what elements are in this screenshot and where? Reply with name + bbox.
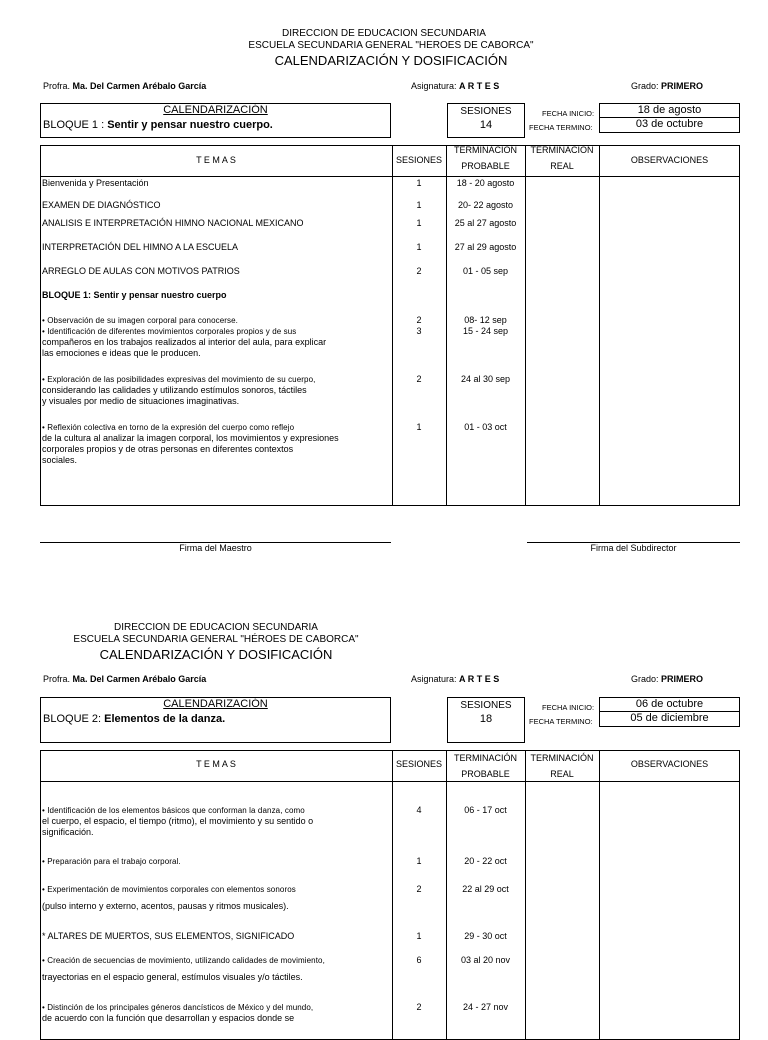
fecha-termino-label: FECHA TERMINO: (529, 717, 593, 726)
signature-subdirector: Firma del Subdirector (590, 543, 677, 553)
header-sesiones: SESIONES (395, 155, 442, 165)
row-sesiones: 1 (416, 178, 422, 188)
fecha-inicio-value: 18 de agosto (637, 104, 702, 116)
table-row: ANALISIS E INTERPRETACIÓN HIMNO NACIONAL MEXICANO (42, 218, 304, 228)
row-fecha: 06 - 17 oct (464, 805, 507, 815)
row-fecha: 18 - 20 agosto (456, 178, 515, 188)
fecha-termino-label: FECHA TERMINO: (529, 123, 593, 132)
fecha-inicio-value: 06 de octubre (635, 698, 704, 710)
sesiones-label: SESIONES (460, 700, 512, 711)
calendarizacion-title: CALENDARIZACIÓN (163, 104, 268, 116)
row-fecha: 08- 12 sep (464, 315, 507, 325)
fecha-inicio-label: FECHA INICIO: (542, 703, 595, 712)
row-fecha: 20 - 22 oct (464, 856, 507, 866)
table-row: • Preparación para el trabajo corporal. (42, 857, 181, 866)
row-sesiones: 2 (416, 374, 422, 384)
row-fecha: 29 - 30 oct (464, 931, 507, 941)
row-fecha: 24 - 27 nov (462, 1002, 509, 1012)
sesiones-value: 18 (479, 713, 493, 725)
asignatura-value: A R T E S (459, 81, 500, 91)
signature-maestro: Firma del Maestro (179, 543, 252, 553)
table-row: • Creación de secuencias de movimiento, utilizando calidades de movimiento, trayectorias en el espacio general, estímulos visuales y/o táctiles. (42, 956, 325, 982)
table-row: INTERPRETACIÓN DEL HIMNO A LA ESCUELA (42, 242, 239, 252)
profra-name: Ma. Del Carmen Arébalo García (72, 674, 207, 684)
row-sesiones: 2 (416, 266, 422, 276)
header-line-1: DIRECCION DE EDUCACION SECUNDARIA (114, 622, 318, 633)
row-fecha: 25 al 27 agosto (454, 218, 517, 228)
header-term-real-1: TERMINACIÓN (530, 753, 594, 763)
row-sesiones: 1 (416, 931, 422, 941)
header-term-prob-2: PROBABLE (461, 769, 510, 779)
header-line-1: DIRECCION DE EDUCACION SECUNDARIA (282, 28, 486, 39)
bloque-label: BLOQUE 1 : (43, 119, 105, 131)
subject-info (411, 674, 499, 684)
header-sesiones: SESIONES (395, 759, 442, 769)
fecha-termino-value: 05 de diciembre (630, 712, 709, 724)
header-line-2: ESCUELA SECUNDARIA GENERAL "HÉROES DE CABORCA" (73, 634, 359, 645)
row-fecha: 01 - 03 oct (464, 422, 507, 432)
grade-info (631, 674, 703, 684)
header-observaciones: OBSERVACIONES (630, 155, 709, 165)
row-sesiones: 1 (416, 856, 422, 866)
row-sesiones: 3 (416, 326, 422, 336)
grado-label: Grado: (631, 81, 659, 91)
row-sesiones: 1 (416, 422, 422, 432)
row-fecha: 15 - 24 sep (462, 326, 509, 336)
bloque-title (43, 713, 225, 725)
row-fecha: 20- 22 agosto (457, 200, 514, 210)
table-row: • Identificación de diferentes movimientos corporales propios y de sus compañeros en los trabajos realizados al interior del aula, para explicar las emociones e ideas que le producen. (42, 327, 327, 358)
header-term-real-2: REAL (550, 769, 574, 779)
table-row: • Exploración de las posibilidades expresivas del movimiento de su cuerpo, considerando las calidades y utilizando estímulos sonoros, táctiles y visuales por medio de situaciones imaginativas. (42, 375, 316, 406)
calendarizacion-title: CALENDARIZACIÓN (163, 698, 268, 710)
grado-value: PRIMERO (661, 674, 704, 684)
profra-name: Ma. Del Carmen Arébalo García (72, 81, 207, 91)
row-fecha: 24 al 30 sep (460, 374, 511, 384)
row-fecha: 27 al 29 agosto (454, 242, 517, 252)
header-line-2: ESCUELA SECUNDARIA GENERAL "HEROES DE CABORCA" (248, 40, 534, 51)
row-sesiones: 1 (416, 218, 422, 228)
table-row: • Observación de su imagen corporal para conocerse. (42, 316, 239, 325)
table-row: EXAMEN DE DIAGNÓSTICO (42, 200, 161, 210)
asignatura-value: A R T E S (459, 674, 500, 684)
header-term-prob-1: TERMINACIÓN (454, 753, 517, 763)
header-temas: T E M A S (196, 155, 236, 165)
table-row-section-title: BLOQUE 1: Sentir y pensar nuestro cuerpo (42, 290, 227, 300)
asignatura-label: Asignatura: (411, 81, 457, 91)
table-row: Bienvenida y Presentación (42, 178, 149, 188)
table-row: • Experimentación de movimientos corporales con elementos sonoros (pulso interno y externo, acentos, pausas y ritmos musicales). (42, 885, 296, 911)
fecha-termino-value: 03 de octubre (635, 118, 704, 130)
bloque-name: Elementos de la danza. (104, 713, 226, 725)
header-term-prob-2: PROBABLE (461, 161, 510, 171)
sesiones-label: SESIONES (460, 106, 512, 117)
row-fecha: 03 al 20 nov (460, 955, 511, 965)
table-row: ARREGLO DE AULAS CON MOTIVOS PATRIOS (42, 266, 240, 276)
table-row: • Distinción de los principales géneros dancísticos de México y del mundo, de acuerdo con la función que desarrollan y espacios donde se (42, 1003, 314, 1023)
profra-label: Profra. (43, 674, 71, 684)
page-title: CALENDARIZACIÓN Y DOSIFICACIÓN (274, 53, 508, 68)
header-term-real-2: REAL (550, 161, 574, 171)
sesiones-value: 14 (479, 119, 493, 131)
bloque-name: Sentir y pensar nuestro cuerpo. (107, 119, 273, 131)
row-sesiones: 2 (416, 884, 422, 894)
table-row: • Identificación de los elementos básicos que conforman la danza, como el cuerpo, el espacio, el tiempo (ritmo), el movimiento y su sentido o significación. (42, 806, 314, 837)
row-sesiones: 1 (416, 200, 422, 210)
teacher-info (43, 674, 206, 684)
bloque-label: BLOQUE 2: (43, 713, 102, 725)
row-sesiones: 2 (416, 315, 422, 325)
fecha-inicio-label: FECHA INICIO: (542, 109, 595, 118)
asignatura-label: Asignatura: (411, 674, 457, 684)
row-fecha: 01 - 05 sep (462, 266, 509, 276)
profra-label: Profra. (43, 81, 71, 91)
header-term-real-1: TERMINACION (530, 145, 594, 155)
row-sesiones: 4 (416, 805, 422, 815)
row-sesiones: 6 (416, 955, 422, 965)
table-row: * ALTARES DE MUERTOS, SUS ELEMENTOS, SIGNIFICADO (42, 931, 295, 941)
header-temas: T E M A S (196, 759, 236, 769)
row-fecha: 22 al 29 oct (462, 884, 509, 894)
row-sesiones: 2 (416, 1002, 422, 1012)
grado-label: Grado: (631, 674, 659, 684)
row-sesiones: 1 (416, 242, 422, 252)
header-observaciones: OBSERVACIONES (630, 759, 709, 769)
header-term-prob-1: TERMINACION (454, 145, 517, 155)
page-title: CALENDARIZACIÓN Y DOSIFICACIÓN (99, 647, 333, 662)
table-row: • Reflexión colectiva en torno de la expresión del cuerpo como reflejo de la cultura al analizar la imagen corporal, los movimientos y expresiones corporales propios y de otras personas en diferentes contextos sociales. (42, 423, 339, 465)
grado-value: PRIMERO (661, 81, 704, 91)
